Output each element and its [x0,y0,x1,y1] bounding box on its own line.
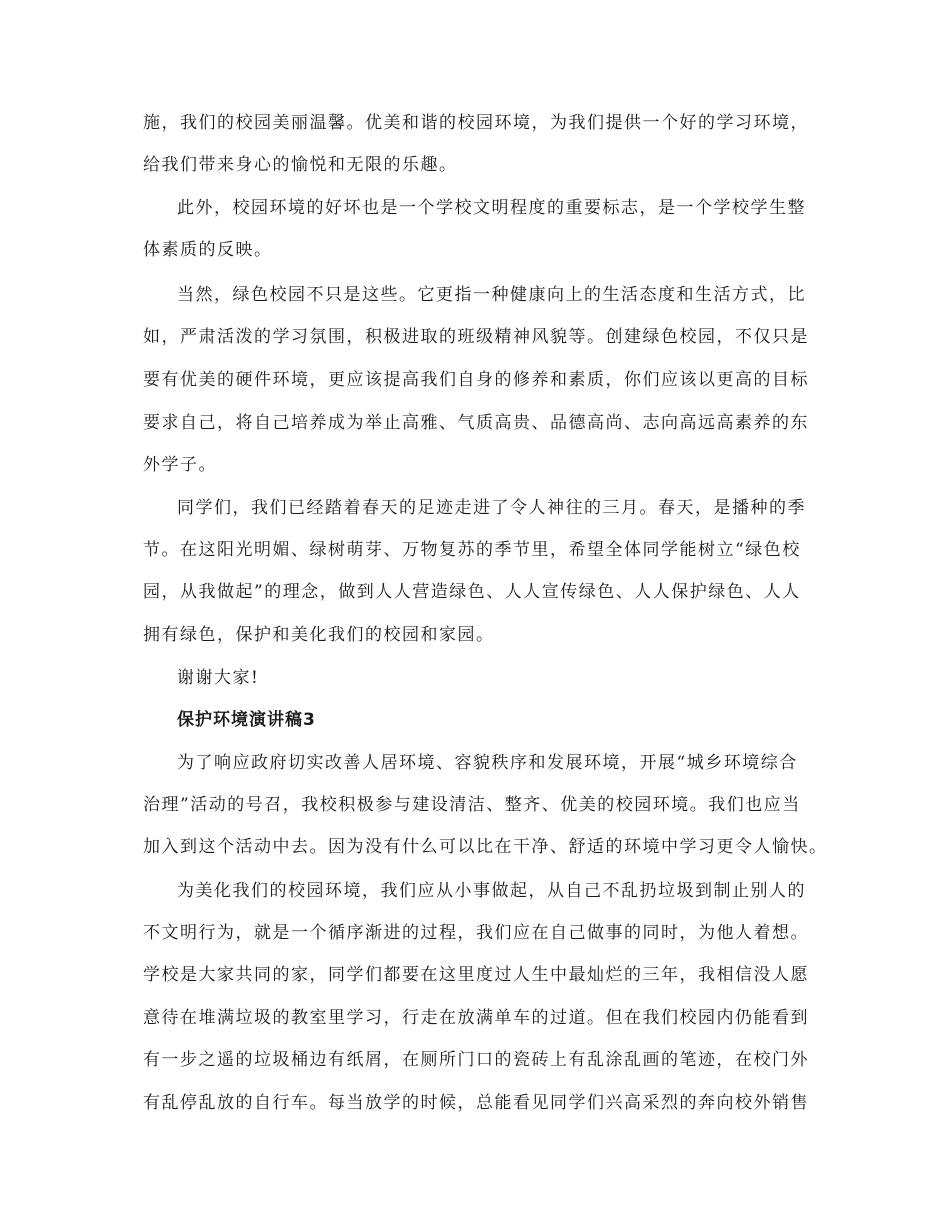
closing-line: 谢谢大家! [177,668,260,688]
text-line: 同学们，我们已经踏着春天的足迹走进了令人神往的三月。春天，是播种的季 [177,498,806,518]
text-line: 节。在这阳光明媚、绿树萌芽、万物复苏的季节里，希望全体同学能树立“绿色校 [143,540,801,560]
text-line: 给我们带来身心的愉悦和无限的乐趣。 [143,155,458,175]
text-line: 体素质的反映。 [143,240,273,260]
text-line: 有一步之遥的垃圾桶边有纸屑，在厕所门口的瓷砖上有乱涂乱画的笔迹，在校门外 [143,1050,809,1070]
text-line: 外学子。 [143,455,217,475]
text-line: 要有优美的硬件环境，更应该提高我们自身的修养和素质，你们应该以更高的目标 [143,370,809,390]
text-line: 为美化我们的校园环境，我们应从小事做起，从自己不乱扔垃圾到制止别人的 [177,881,806,901]
text-line: 有乱停乱放的自行车。每当放学的时候，总能看见同学们兴高采烈的奔向校外销售 [143,1093,809,1113]
text-line: 意待在堆满垃圾的教室里学习，行走在放满单车的过道。但在我们校园内仍能看到 [143,1008,809,1028]
text-line: 如，严肃活泼的学习氛围，积极进取的班级精神风貌等。创建绿色校园，不仅只是 [143,327,809,347]
text-line: 治理”活动的号召，我校积极参与建设清洁、整齐、优美的校园环境。我们也应当 [143,795,801,815]
text-line: 此外，校园环境的好坏也是一个学校文明程度的重要标志，是一个学校学生整 [177,198,806,218]
text-line: 当然，绿色校园不只是这些。它更指一种健康向上的生活态度和生活方式，比 [177,285,806,305]
text-line: 园，从我做起”的理念，做到人人营造绿色、人人宣传绿色、人人保护绿色、人人 [143,582,801,602]
text-line: 加入到这个活动中去。因为没有什么可以比在干净、舒适的环境中学习更令人愉快。 [143,837,828,857]
text-line: 不文明行为，就是一个循序渐进的过程，我们应在自己做事的同时，为他人着想。 [143,923,809,943]
text-line: 为了响应政府切实改善人居环境、容貌秩序和发展环境，开展“城乡环境综合 [177,753,798,773]
text-line: 学校是大家共同的家，同学们都要在这里度过人生中最灿烂的三年，我相信没人愿 [143,965,809,985]
text-line: 施，我们的校园美丽温馨。优美和谐的校园环境，为我们提供一个好的学习环境， [143,113,809,133]
section-heading: 保护环境演讲稿3 [177,710,316,730]
text-line: 要求自己，将自己培养成为举止高雅、气质高贵、品德高尚、志向高远高素养的东 [143,413,809,433]
text-line: 拥有绿色，保护和美化我们的校园和家园。 [143,625,495,645]
